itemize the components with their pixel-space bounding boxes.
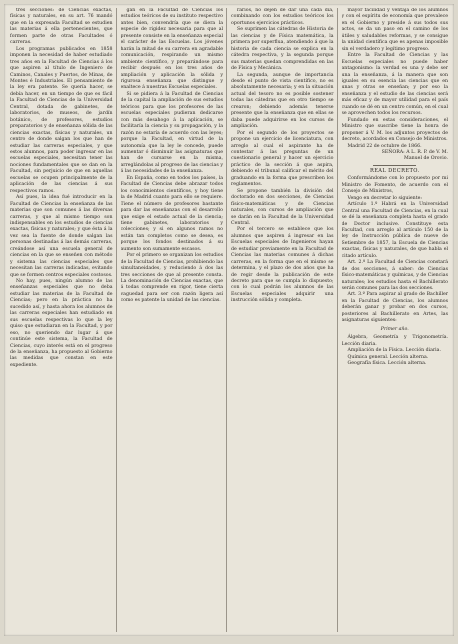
text-columns bbox=[10, 8, 448, 632]
paragraph: Fundado en estas consideraciones, el Ministro que suscribe tiene la honra de proponer á V. M. los adjuntos proyectos de decreto, acordados en Consejo de Ministros. bbox=[341, 117, 448, 143]
column-3 bbox=[231, 8, 338, 632]
paragraph: Si se pidiera á la Facultad de Ciencias de la capital la ampliación de sus estudios teóricos para que los profesores de las escuelas especiales pudieran dedicarse con más desahogo á la aplicación, se facilitaría la ciencia y su propagación, y la razón no estaría de acuerdo con las leyes; porque la Facultad, en virtud de la autonomía que la ley le concede, puede aumentar ó disminuir las asignaturas que han de cursarse en la misma, arreglándolas al progreso de las ciencias y á las necesidades de la enseñanza. bbox=[120, 91, 223, 175]
signature-salutation: SEÑORA: A L. R. P. de V. M. bbox=[381, 149, 448, 155]
paragraph: mayor facilidad y ventaja de los alumnos y con el espíritu de economía que prevalece en el Gobierno y preside á sus todos sus actos, se da un paso en el camino de los útiles y saludables reformas, y se consigue la unidad científica que es apenas imposible sin el verdadero y legítimo progreso. bbox=[341, 8, 448, 52]
year-heading: Primer año. bbox=[380, 326, 409, 332]
signature-name: Manuel de Orovio. bbox=[404, 156, 448, 162]
paragraph: Se suprimen las cátedras de Historia de las ciencias y de Física matemática, la primera por superflua, atendiendo á que la historia de cada ciencia se explica en la cátedra respectiva, y la segunda porque sus materias quedan comprendidas en las de Física y Mecánica. bbox=[231, 27, 334, 72]
subject-item: Geografía física. Lección alterna. bbox=[347, 361, 427, 367]
subject-item: Química general. Lección alterna. bbox=[347, 354, 429, 360]
subject-item: Ampliación de la Física. Lección diaria. bbox=[347, 348, 441, 354]
paragraph: gan en la Facultad de Ciencias los estudios teóricos de su instituto respectivo antes bien, convendría que se diera la especie de rigidez necesaria para que al presente consiste en la enseñanza especial el carácter de las Escuelas. Los jóvenes harán la mitad de su carrera en agradable comunicación, respirando un mismo ambiente científico, y preparándose para recibir después en los tres años de ampliación y aplicación la sólida y rigurosa enseñanza que distingue y enaltece á nuestras Escuelas especiales. bbox=[120, 8, 223, 91]
divider bbox=[373, 165, 416, 166]
paragraph: En España, como en todos los países, la Facultad de Ciencias debe abrazar todos los conocimientos científicos, y hoy tiene la de Madrid cuanto para ello se requiere. Tiene el número de profesores bastante para dar las enseñanzas con el desarrollo que exige el estado actual de la ciencia; tiene gabinetes, laboratorios y colecciones; y si en algunos ramos no están tan completos como se desea, es porque los fondos destinados á su aumento son sumamente escasos. bbox=[120, 175, 223, 252]
paragraph: Se propone también la división del doctorado en dos secciones, de Ciencias físico-matemáticas y de Ciencias naturales, con cursos de ampliación que se darán en la Facultad de la Universidad Central. bbox=[231, 188, 334, 226]
paragraph: Así pues, la idea fué introducir en la Facultad de Ciencias la enseñanza de las materias que son comunes á las diversas carreras, y que al mismo tiempo son indispensables en los estudios de ciencias exactas, físicas y naturales; y que ésta á la vez sea la fuente de donde salgan las personas destinadas á las demás carreras, creándose así una escuela general de ciencias en la que se enseñen con método y sistema las ciencias especiales que necesitan las carreras indicadas, evitando que se formen centros especiales costosos. bbox=[10, 195, 113, 278]
newspaper-page bbox=[4, 4, 454, 636]
decree-heading: REAL DECRETO. bbox=[369, 167, 420, 174]
date-line: Madrid 22 de octubre de 1866. bbox=[347, 143, 422, 149]
paragraph: No hay, pues, ningún alumno de las enseñanzas especiales que no deba estudiar las materias de la Facultad de Ciencias; pero en la práctica no ha sucedido así, y hasta ahora los alumnos de las carreras especiales han estudiado en sus escuelas respectivas lo que la ley quiso que estudiaran en la Facultad, y por eso, no queriendo dar lugar á que continúe este sistema, la Facultad de Ciencias, cuyo interés está en el progreso de la enseñanza, ha propuesto al Gobierno las medidas que constan en este expediente. bbox=[10, 279, 113, 368]
paragraph: Por el tercero se establece que los alumnos que aspiren á ingresar en las Escuelas especiales de Ingenieros hayan de estudiar previamente en la Facultad de Ciencias las materias comunes á dichas carreras, en la forma que en el mismo se determina, y el plazo de dos años que ha de regir desde la publicación de este decreto para que se cumpla lo dispuesto; con lo cual podrán los alumnos de las Escuelas especiales adquirir una instrucción sólida y completa. bbox=[231, 227, 334, 304]
paragraph: tres secciones: de Ciencias exactas, físicas y naturales, en su art. 76 mandó que en la expresada Facultad se estudien las materias á ella pertenecientes, que formen parte de otras Facultades ó carreras. bbox=[10, 8, 113, 46]
column-1 bbox=[10, 8, 117, 632]
paragraph: Conformándome con lo propuesto por mi Ministro de Fomento, de acuerdo con el Consejo de Ministros, bbox=[341, 176, 448, 195]
paragraph: Por el primero se organizan los estudios de la Facultad de Ciencias, prohibiendo las simultaneidades, y reduciendo á dos las tres secciones de que al presente consta. La denominación de Ciencias exactas, que á todas comprende en rigor, tiene cierta vaguedad para ser con razón ligera así como es patente la unidad de las ciencias. bbox=[120, 253, 223, 304]
column-4 bbox=[342, 8, 449, 632]
paragraph: rarios, no dejen de dar una cada día, combinando con los estudios teóricos los oportunos ejercicios prácticos. bbox=[231, 8, 334, 26]
paragraph: La segunda, aunque de importancia desde el punto de vista científico, no es absolutamente necesaria; y en la situación actual del tesoro no es posible sostener todas las cátedras que en otro tiempo se crearon; debiendo además tenerse presente que la enseñanza que en ellas se daba puede adquirirse en los cursos de ampliación. bbox=[231, 72, 334, 130]
paragraph: Art. 2.º La Facultad de Ciencias constará de dos secciones, á saber: de Ciencias físico-matemáticas y químicas, y de Ciencias naturales; los estudios hasta el Bachillerato serán comunes para las dos secciones. bbox=[341, 260, 448, 292]
paragraph: Artículo 1.º Habrá en la Universidad Central una Facultad de Ciencias, en la cual se dé la enseñanza completa hasta el grado de Doctor inclusive. Constituye esta Facultad, con arreglo al artículo 150 de la ley de Instrucción pública de nueve de Setiembre de 1857, la Escuela de Ciencias exactas, físicas y naturales, de que habla el citado artículo. bbox=[341, 202, 448, 259]
paragraph: Los programas publicados en 1858 imponen la necesidad de haber estudiado tres años en la Facultad de Ciencias á los que aspiren al título de Ingeniero de Caminos, Canales y Puertos, de Minas, de Montes é Industriales. El pensamiento de la ley era patente. Se quería hacer, se debía hacer, en un tiempo de que es fácil la Facultad de Ciencias de la Universidad Central, dotada de gabinetes, de laboratorios, de museos, de jardín botánico, de profesores, estudios preparatorios y de enseñanza sólida de las ciencias exactas, físicas y naturales, un centro de donde salgan los que han de estudiar las carreras especiales, y que estos alumnos, para poder ingresar en las escuelas especiales, necesitan tener las nociones fundamentales que se dan en la Facultad, sin perjuicio de que en aquellas escuelas se ocupen principalmente de la aplicación de las ciencias á sus respectivos ramos. bbox=[10, 46, 113, 194]
paragraph: Por el segundo de los proyectos se propone un ejercicio de licenciatura, con arreglo al cual el aspirante ha de contestar á las preguntas de un cuestionario general y hacer un ejercicio práctico de la sección á que aspira, debiendo el tribunal calificar el mérito del graduando en la forma que prescriben los reglamentos. bbox=[231, 130, 334, 188]
column-2 bbox=[121, 8, 228, 632]
paragraph: Art. 3.º Para aspirar al grado de Bachiller en la Facultad de Ciencias, los alumnos deberán ganar y probar en dos cursos, posteriores al Bachillerato en Artes, las asignaturas siguientes: bbox=[341, 292, 448, 324]
paragraph: Vengo en decretar lo siguiente: bbox=[347, 195, 422, 201]
paragraph: Entre la Facultad de Ciencias y las Escuelas especiales no puede haber antagonismo: la verdad es una y debe ser una la enseñanza, á la manera que son iguales en su esencia las ciencias que en unas y otras se enseñan; y por eso la enseñanza y el estudio de las ciencias será más eficaz y de mayor utilidad para el país cuando se dé en un centro común, en el cual se aprovechen todos los recursos. bbox=[341, 53, 448, 117]
subject-item: Álgebra, Geometría y Trigonometría. Lección diaria. bbox=[341, 335, 448, 347]
